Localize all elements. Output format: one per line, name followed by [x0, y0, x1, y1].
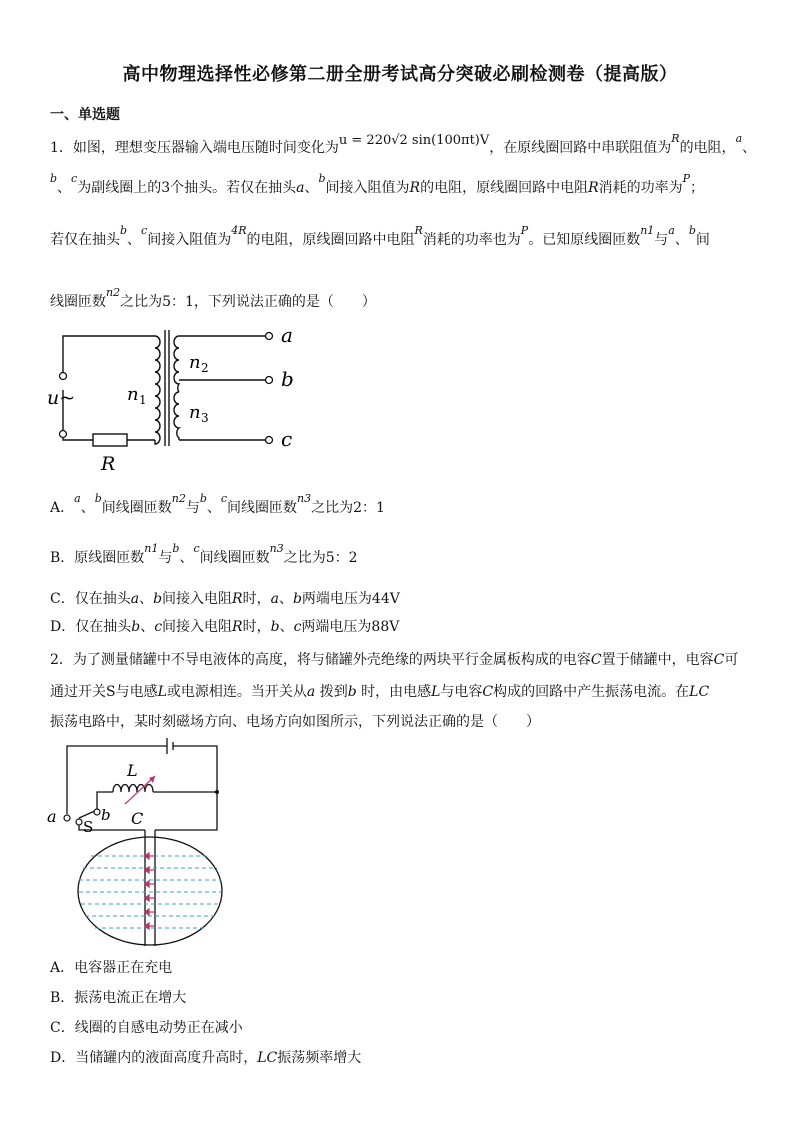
q1-line-1: 1．如图，理想变压器输入端电压随时间变化为u = 220√2 sin(100πt)V，在原线圈回路中串联阻值为$^R$的电阻，$^a$、 [50, 132, 757, 156]
q1-option-b[interactable]: B．原线圈匝数$^{n1}$与$^b$、$^c$间线圈匝数$^{n3}$之比为5：2 [50, 542, 358, 566]
svg-text:u~: u~ [47, 387, 76, 409]
svg-text:R: R [101, 453, 116, 474]
svg-text:C: C [131, 809, 144, 828]
svg-text:n: n [127, 384, 139, 405]
svg-text:1: 1 [139, 393, 147, 407]
svg-text:n: n [189, 352, 201, 373]
svg-text:3: 3 [201, 411, 209, 425]
q1-line-2: $^b$、$^c$为副线圈上的3个抽头。若仅在抽头a、$^b$间接入阻值为R的电阻，原线圈回路中电阻R消耗的功率为$^P$； [50, 172, 705, 196]
svg-text:2: 2 [201, 361, 209, 375]
q2-line-1: 2．为了测量储罐中不导电液体的高度，将与储罐外壳绝缘的两块平行金属板构成的电容C置于储罐中，电容C可 [50, 652, 739, 668]
q2-option-d[interactable]: D．当储罐内的液面高度升高时，LC振荡频率增大 [50, 1050, 362, 1066]
voltage-formula: u = 220√2 sin(100πt)V [338, 133, 490, 148]
svg-text:a: a [281, 323, 293, 347]
terminal-c [266, 437, 273, 444]
terminal-a [266, 333, 273, 340]
q1-option-d[interactable]: D．仅在抽头b、c间接入电阻R时，b、c两端电压为88V [50, 619, 400, 635]
q2-line-3: 振荡电路中，某时刻磁场方向、电场方向如图所示，下列说法正确的是（ ） [50, 714, 540, 730]
q2-line-2: 通过开关S与电感L或电源相连。当开关从a 拨到b 时，由电感L与电容C构成的回路中产生振荡电流。在LC [50, 684, 710, 700]
svg-text:S: S [83, 818, 94, 836]
section-heading: 一、单选题 [50, 107, 120, 123]
input-terminal-bottom [60, 431, 67, 438]
lc-tank-figure [45, 736, 245, 946]
svg-text:b: b [101, 806, 111, 824]
q1-line-3: 若仅在抽头$^b$、$^c$间接入阻值为$^{4R}$的电阻，原线圈回路中电阻$^R$消耗的功率也为$^P$。已知原线圈匝数$^{n1}$与$^a$、$^b$间 [50, 224, 710, 248]
svg-text:c: c [281, 427, 293, 451]
input-terminal-top [60, 373, 67, 380]
q1-line-4: 线圈匝数$^{n2}$之比为5：1，下列说法正确的是（ ） [50, 286, 376, 310]
q2-option-c[interactable]: C．线圈的自感电动势正在减小 [50, 1020, 243, 1036]
q1-option-c[interactable]: C．仅在抽头a、b间接入电阻R时，a、b两端电压为44V [50, 591, 400, 607]
svg-text:L: L [127, 761, 138, 780]
q1-option-a[interactable]: A．$^a$、$^b$间线圈匝数$^{n2}$与$^b$、$^c$间线圈匝数$^{n3}$之比为2：1 [50, 492, 385, 516]
svg-text:b: b [281, 367, 294, 391]
terminal-b [266, 377, 273, 384]
q2-option-a[interactable]: A．电容器正在充电 [50, 960, 173, 976]
page-title: 高中物理选择性必修第二册全册考试高分突破必刷检测卷（提高版） [122, 64, 678, 85]
svg-text:a: a [47, 807, 57, 826]
q2-option-b[interactable]: B．振荡电流正在增大 [50, 990, 187, 1006]
transformer-circuit-figure [45, 322, 305, 474]
svg-text:n: n [189, 402, 201, 423]
